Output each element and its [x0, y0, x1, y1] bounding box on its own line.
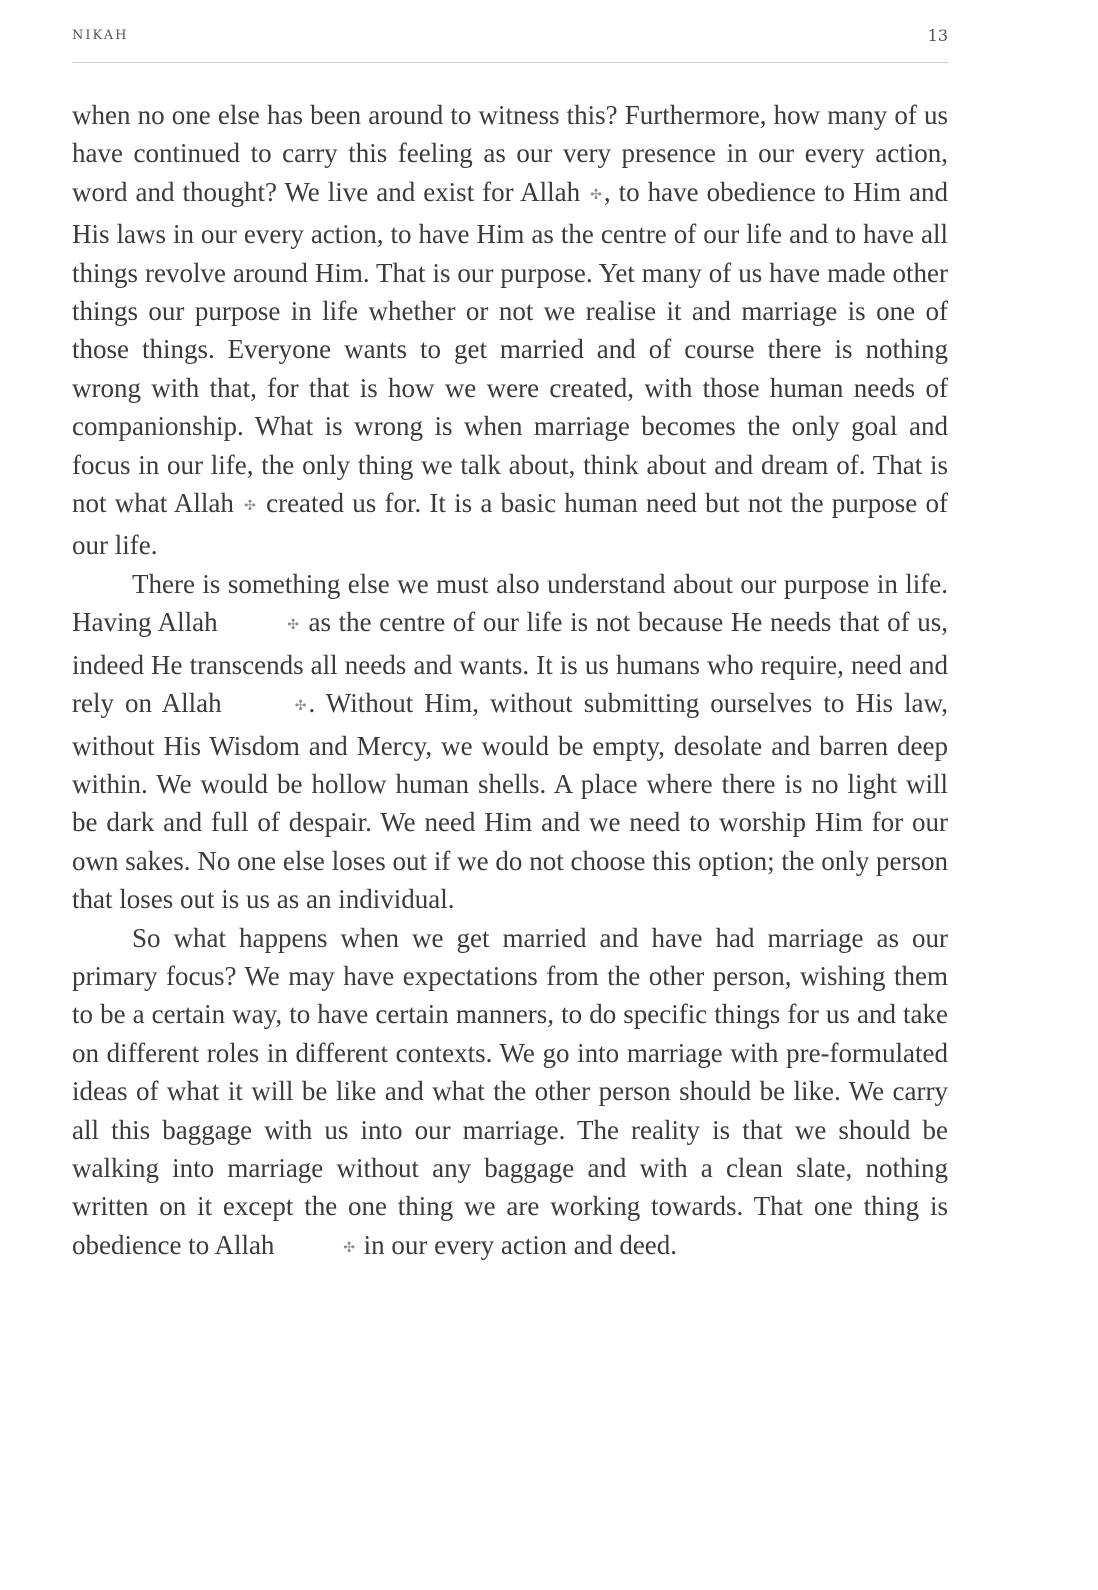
paragraph-1-text: , to have obedience to Him and His laws in our every action, to have Him as the centre of our life and to have all things revolve around Him. That is our purpose. Yet many of us have made other things our purpose in life whether or not we realise it and marriage is one of those things. Everyone wants to get married and of course there is nothing wrong with that, for that is how we were created, with those human needs of companionship. What is wrong is when marriage becomes the only goal and focus in our life, the only thing we talk about, think about and dream of. That is not what Allah: [72, 176, 948, 519]
paragraph-1-text: created us for. It is a basic human need but not the purpose of our life.: [72, 488, 948, 561]
paragraph-2-text: as the centre of our life is not because He needs that of us, indeed He transcends all needs and wants. It is us humans who require, need and rely on Allah: [72, 607, 948, 719]
honorific-glyph-icon: ✣: [590, 187, 602, 203]
running-title: NIKAH: [72, 28, 129, 43]
honorific-glyph-icon: ✣: [343, 1240, 355, 1256]
paragraph-1-text: when no one else has been around to witness this? Furthermore, how many of us have continued to carry this feeling as our very presence in our every action, word and thought? We live and exist for Allah: [72, 100, 948, 207]
paragraph-2: [72, 565, 948, 919]
honorific-glyph-icon: ✣: [244, 499, 256, 515]
paragraph-2-text: There is something else we must also understand about our purpose in life. Having Allah: [72, 568, 948, 638]
honorific-glyph-icon: ✣: [287, 618, 299, 634]
honorific-glyph-icon: ✣: [294, 699, 307, 715]
paragraph-2-text: . Without Him, without submitting ourselves to His law, without His Wisdom and Mercy, we would be empty, desolate and barren deep within. We would be hollow human shells. A place where there is no light will be dark and full of despair. We need Him and we need to worship Him for our own sakes. No one else loses out if we do not choose this option; the only person that loses out is us as an individual.: [72, 688, 949, 915]
running-header: [72, 26, 948, 63]
paragraph-3-text: So what happens when we get married and have had marriage as our primary focus? We may have expectations from the other person, wishing them to be a certain way, to have certain manners, to do specific things for us and take on different roles in different contexts. We go into marriage with pre-formulated ideas of what it will be like and what the other person should be like. We carry all this baggage with us into our marriage. The reality is that we should be walking into marriage without any baggage and with a clean slate, nothing written on it except the one thing we are working towards. That one thing is obedience to Allah: [72, 922, 948, 1260]
paragraph-1: [72, 96, 948, 565]
paragraph-3-text: in our every action and deed.: [363, 1229, 678, 1260]
paragraph-3: [72, 919, 948, 1269]
body-text: [72, 96, 948, 1268]
page-number: 13: [927, 26, 948, 45]
